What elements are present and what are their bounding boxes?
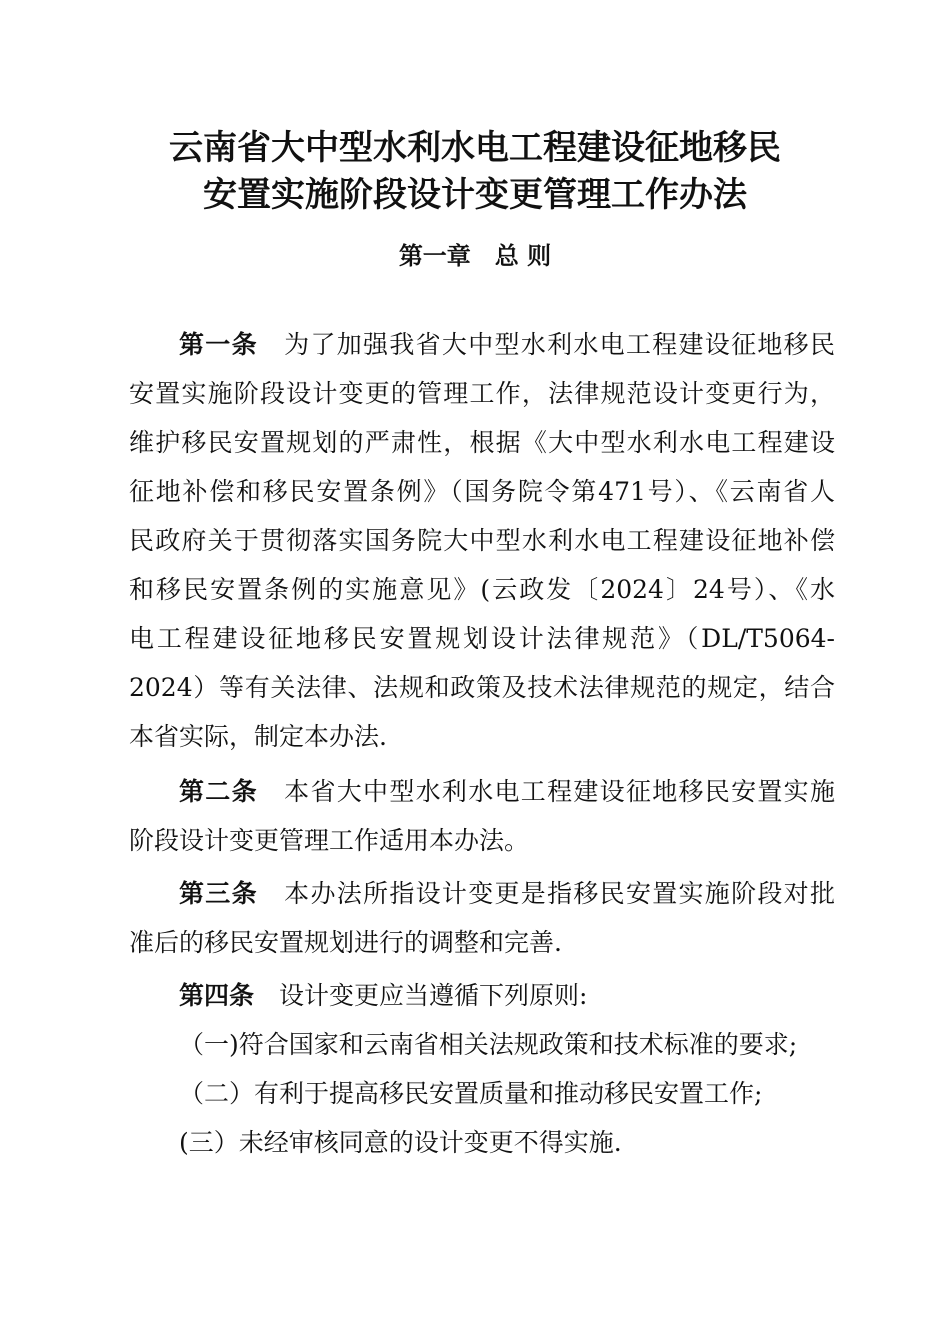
article-4-item-1: （一)符合国家和云南省相关法规政策和技术标准的要求; [179,1030,798,1059]
article-3-text-1: 本办法所指设计变更是指移民安置实施阶段对批 [284,879,835,908]
chapter-heading: 第一章 总 则 [398,242,552,270]
article-4-item-2: （二）有利于提高移民安置质量和推动移民安置工作; [179,1079,763,1108]
article-2-line-1 [179,774,835,810]
article-1-line-6: 和移民安置条例的实施意见》(云政发〔2024〕24号）、《水 [129,575,835,604]
document-title-line-2: 安置实施阶段设计变更管理工作办法 [203,175,747,215]
article-1-line-2: 安置实施阶段设计变更的管理工作，法律规范设计变更行为， [129,379,835,408]
article-4-text-1: 设计变更应当遵循下列原则: [279,981,588,1010]
article-3-line-1 [179,876,835,912]
article-1-line-9: 本省实际，制定本办法. [129,722,387,751]
article-2-line-2: 阶段设计变更管理工作适用本办法。 [129,826,530,855]
article-1-line-7: 电工程建设征地移民安置规划设计法律规范》（DL/T5064- [129,624,835,653]
article-1-line-1 [179,327,835,363]
article-1-line-3: 维护移民安置规划的严肃性，根据《大中型水利水电工程建设 [129,428,835,457]
article-2-label: 第二条 [179,777,258,806]
article-1-text-1: 为了加强我省大中型水利水电工程建设征地移民 [284,330,835,359]
article-3-line-2: 准后的移民安置规划进行的调整和完善. [129,928,562,957]
article-1-line-5: 民政府关于贯彻落实国务院大中型水利水电工程建设征地补偿 [129,526,835,555]
article-3-label: 第三条 [179,879,258,908]
article-4-label: 第四条 [179,981,255,1010]
article-2-text-1: 本省大中型水利水电工程建设征地移民安置实施 [284,777,835,806]
article-1-line-8: 2024）等有关法律、法规和政策及技术法律规范的规定，结合 [129,673,835,702]
article-4-item-3: (三）未经审核同意的设计变更不得实施. [179,1128,622,1157]
article-1-label: 第一条 [179,330,258,359]
document-title-line-1: 云南省大中型水利水电工程建设征地移民 [169,128,781,168]
article-1-line-4: 征地补偿和移民安置条例》（国务院令第471号）、《云南省人 [129,477,835,506]
article-4-line-1 [179,978,835,1014]
